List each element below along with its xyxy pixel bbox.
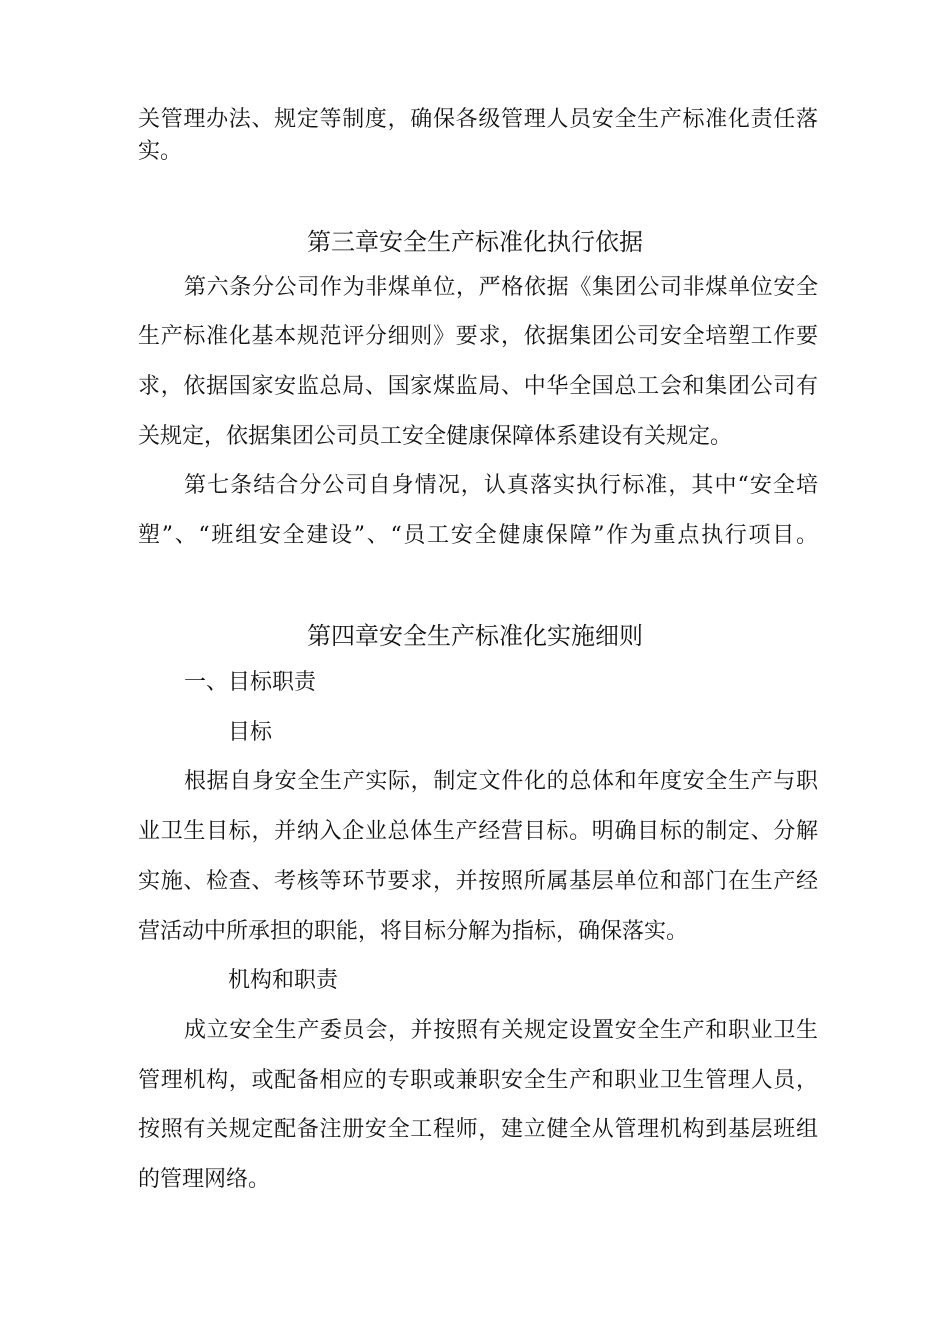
intro-line-2: 实。 [138,139,183,164]
goal-text-line-4: 营活动中所承担的职能，将目标分解为指标，确保落实。 [138,919,689,944]
goal-heading: 目标 [228,720,273,745]
article-7-line-1: 第七条结合分公司自身情况，认真落实执行标准，其中“安全培 [184,473,818,498]
article-6-line-2: 生产标准化基本规范评分细则》要求，依据集团公司安全培塑工作要 [138,324,818,349]
org-text-line-2: 管理机构，或配备相应的专职或兼职安全生产和职业卫生管理人员， [138,1068,818,1093]
intro-line-1: 关管理办法、规定等制度，确保各级管理人员安全生产标准化责任落 [138,107,818,132]
article-6-line-1: 第六条分公司作为非煤单位，严格依据《集团公司非煤单位安全 [184,275,818,300]
goal-text-line-3: 实施、检查、考核等环节要求，并按照所属基层单位和部门在生产经 [138,869,818,894]
article-6-line-4: 关规定，依据集团公司员工安全健康保障体系建设有关规定。 [138,424,733,449]
org-text-line-4: 的管理网络。 [138,1167,271,1192]
article-6-line-3: 求，依据国家安监总局、国家煤监局、中华全国总工会和集团公司有 [138,374,818,399]
chapter-4-title: 第四章安全生产标准化实施细则 [307,622,643,650]
chapter-3-title: 第三章安全生产标准化执行依据 [307,228,643,256]
goal-text-line-2: 业卫生目标，并纳入企业总体生产经营目标。明确目标的制定、分解 [138,819,818,844]
org-text-line-1: 成立安全生产委员会，并按照有关规定设置安全生产和职业卫生 [184,1018,818,1043]
org-text-line-3: 按照有关规定配备注册安全工程师，建立健全从管理机构到基层班组 [138,1117,818,1142]
org-heading: 机构和职责 [228,968,339,993]
section-1-title: 一、目标职责 [184,670,317,695]
goal-text-line-1: 根据自身安全生产实际，制定文件化的总体和年度安全生产与职 [184,769,818,794]
article-7-line-2: 塑”、“班组安全建设”、“员工安全健康保障”作为重点执行项目。 [138,523,818,548]
